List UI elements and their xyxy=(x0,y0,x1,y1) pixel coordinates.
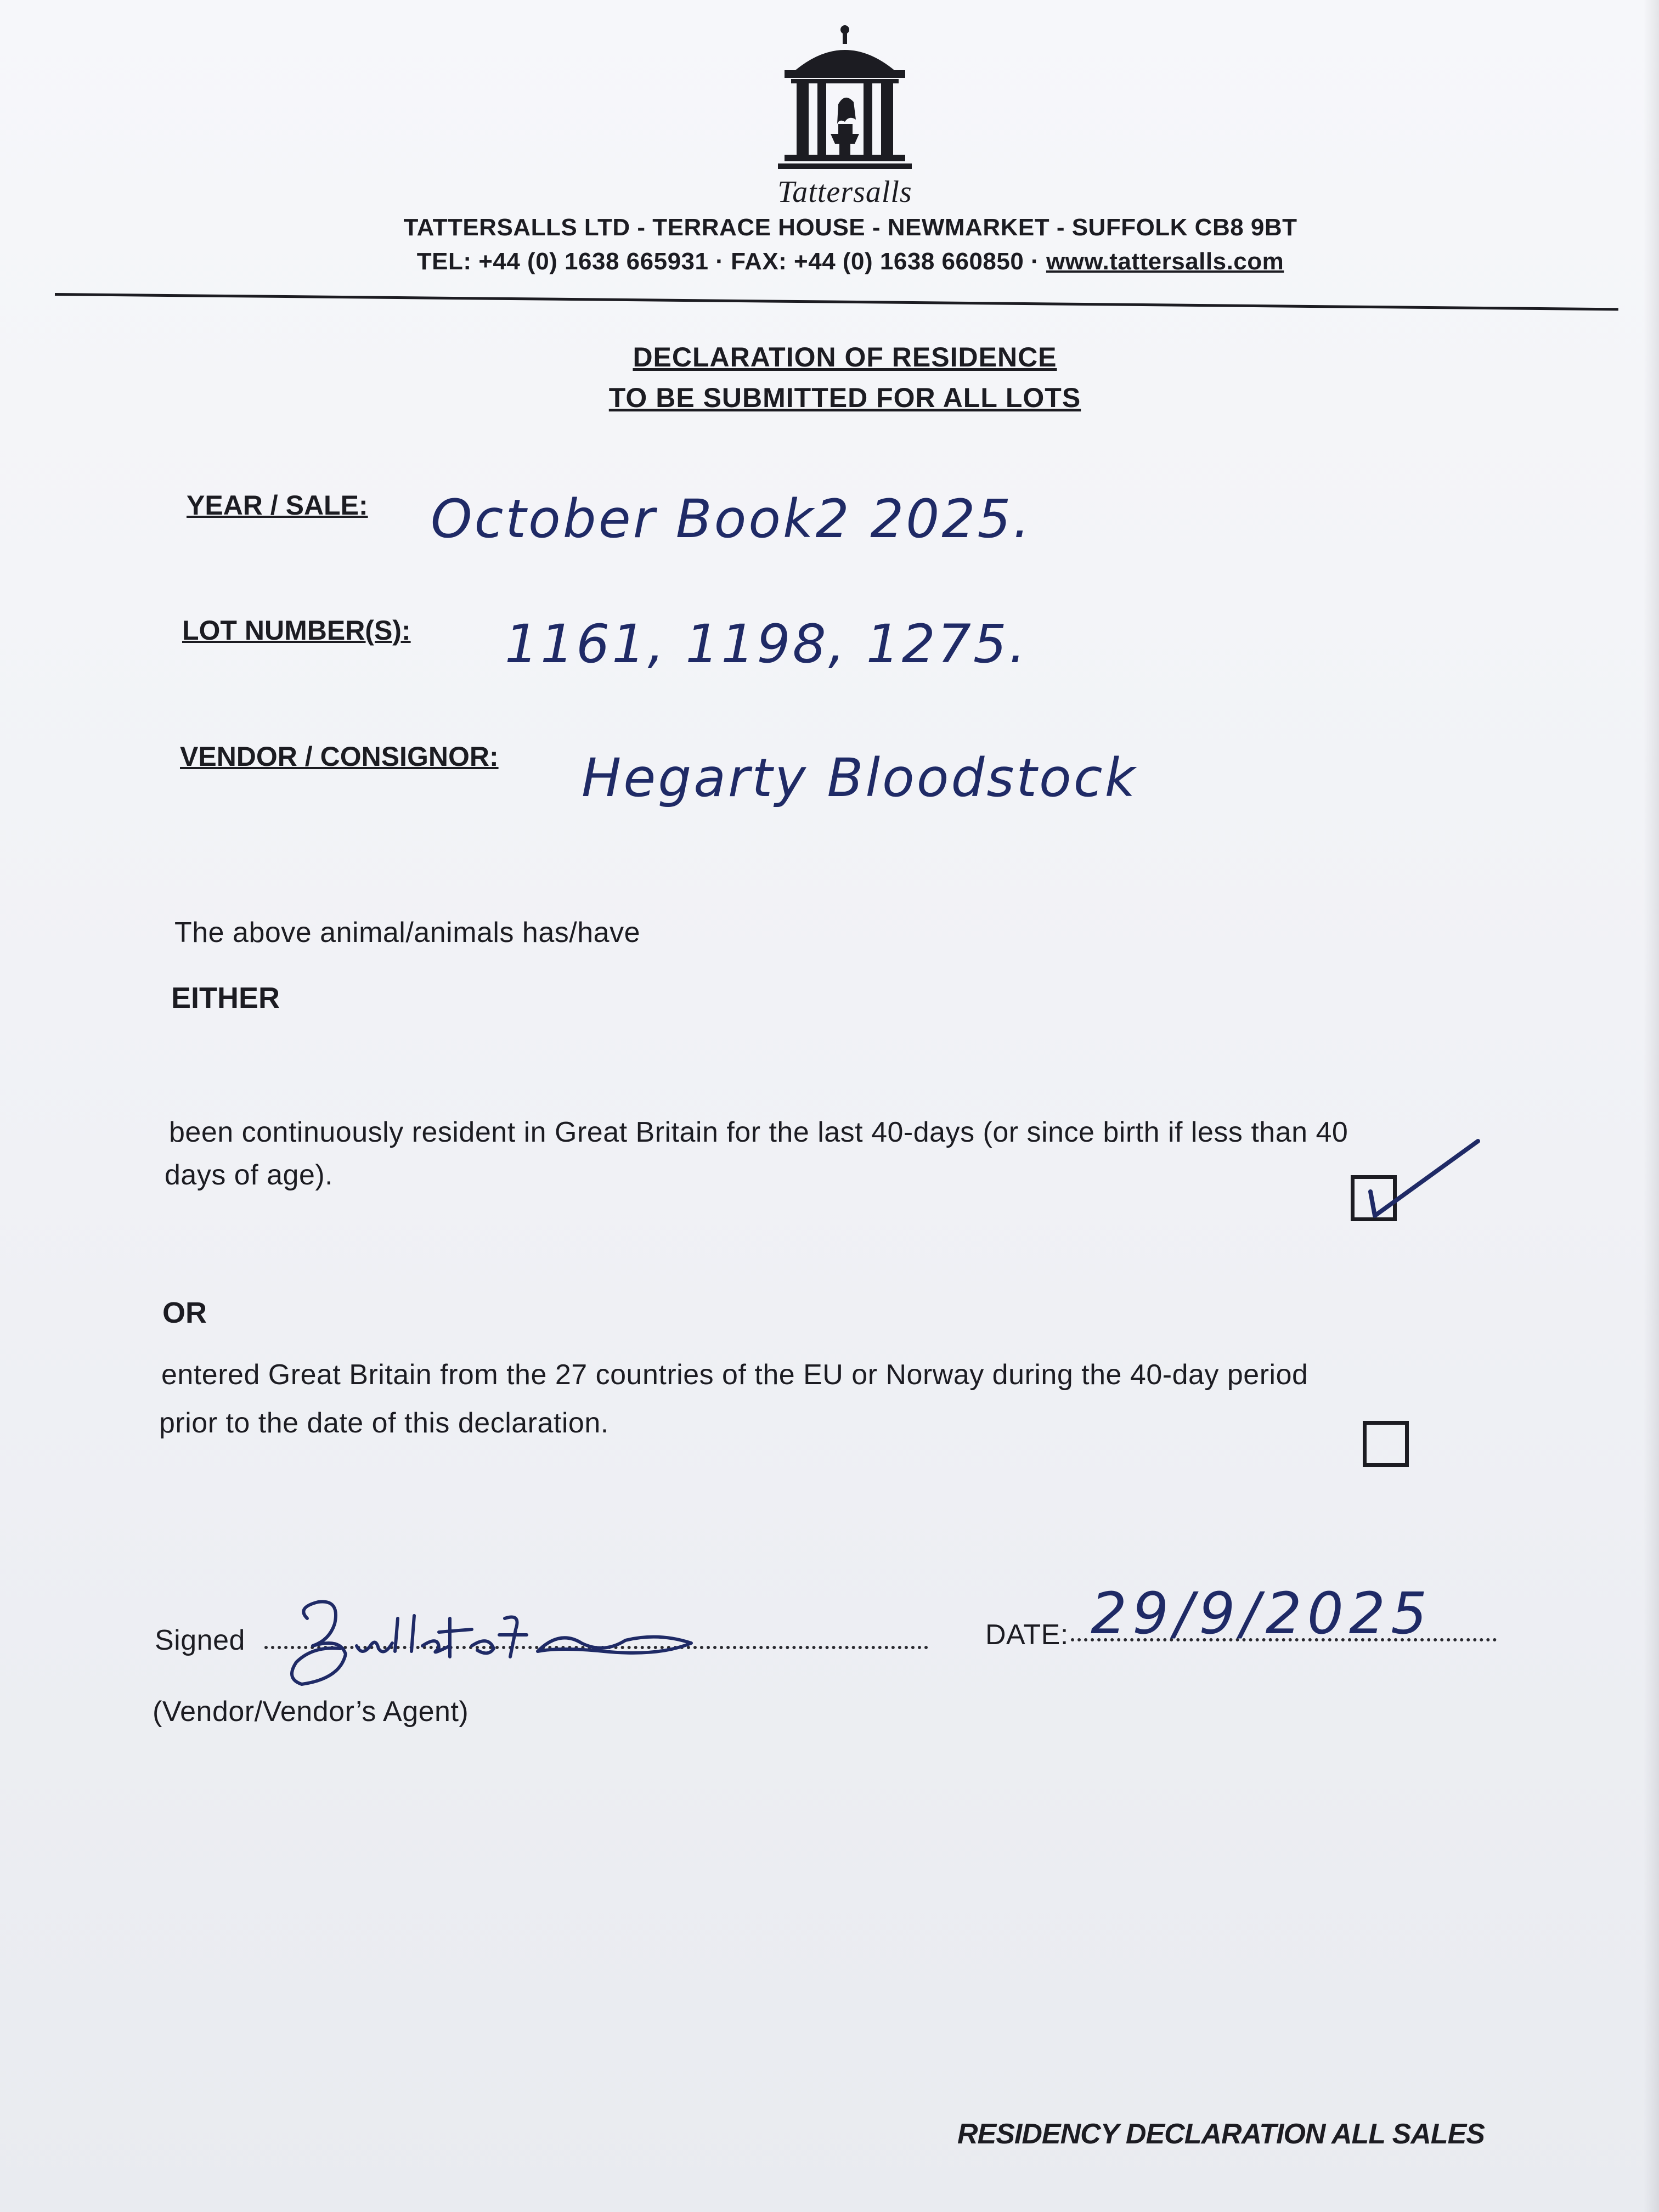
signer-role: (Vendor/Vendor’s Agent) xyxy=(153,1696,469,1728)
either-heading: EITHER xyxy=(171,981,280,1014)
option1-text-line1: been continuously resident in Great Britain for the last 40-days (or since birth if less than 40 xyxy=(169,1116,1348,1148)
rotunda-icon xyxy=(763,22,927,181)
form-footer: RESIDENCY DECLARATION ALL SALES xyxy=(957,2118,1485,2150)
vendor-label: VENDOR / CONSIGNOR: xyxy=(180,741,499,772)
year-sale-label: YEAR / SALE: xyxy=(187,490,368,521)
date-label: DATE: xyxy=(985,1619,1069,1651)
form-title: DECLARATION OF RESIDENCE xyxy=(633,342,1057,373)
company-address: TATTERSALLS LTD - TERRACE HOUSE - NEWMARKET - SUFFOLK CB8 9BT xyxy=(403,214,1297,241)
option2-text-line1: entered Great Britain from the 27 countries of the EU or Norway during the 40-day period xyxy=(161,1359,1308,1391)
company-contact xyxy=(329,248,1372,275)
option1-checkmark xyxy=(1355,1130,1492,1223)
option1-text-line2: days of age). xyxy=(165,1159,334,1191)
tattersalls-logo xyxy=(763,22,927,181)
date-value[interactable]: 29/9/2025 xyxy=(1091,1580,1433,1647)
lot-numbers-value[interactable]: 1161, 1198, 1275. xyxy=(505,613,1028,675)
vendor-value[interactable]: Hegarty Bloodstock xyxy=(582,747,1138,809)
option2-text-line2: prior to the date of this declaration. xyxy=(159,1407,609,1439)
signed-label: Signed xyxy=(155,1624,245,1656)
logo-wordmark: Tattersalls xyxy=(777,175,912,209)
form-subtitle: TO BE SUBMITTED FOR ALL LOTS xyxy=(608,382,1081,413)
paper-edge-shadow xyxy=(1644,0,1659,2212)
option2-checkbox[interactable] xyxy=(1363,1421,1409,1467)
handwritten-signature[interactable] xyxy=(274,1585,724,1695)
contact-numbers: TEL: +44 (0) 1638 665931 · FAX: +44 (0) 1638 660850 · xyxy=(416,248,1046,275)
or-heading: OR xyxy=(162,1296,207,1329)
lot-numbers-label: LOT NUMBER(S): xyxy=(182,615,411,646)
website-link[interactable]: www.tattersalls.com xyxy=(1046,248,1284,275)
intro-text: The above animal/animals has/have xyxy=(174,917,640,949)
year-sale-value[interactable]: October Book2 2025. xyxy=(431,488,1032,550)
